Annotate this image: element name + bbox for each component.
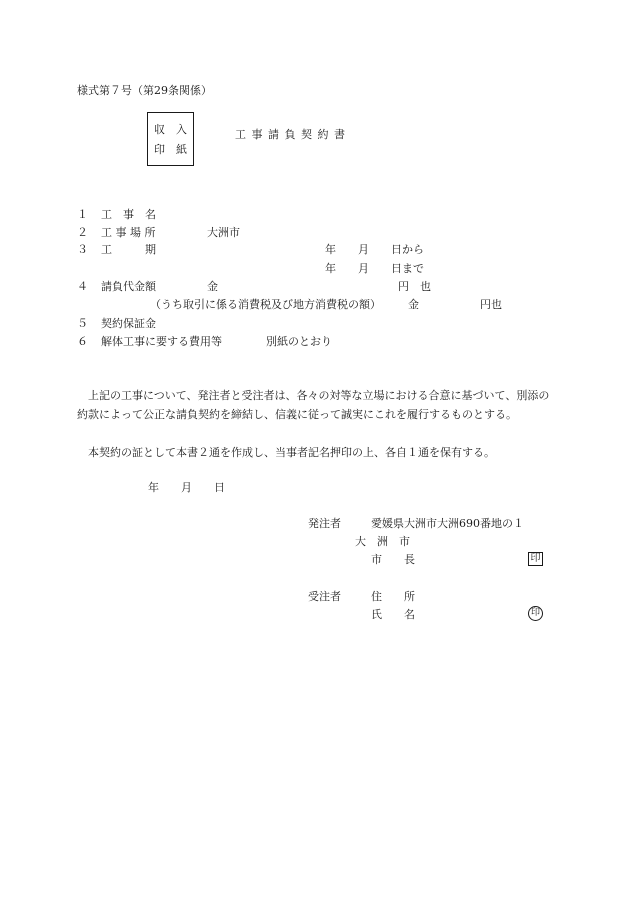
body-paragraph-2: 本契約の証として本書２通を作成し、当事者記名押印の上、各自１通を保有する。	[88, 446, 495, 459]
item-2-label: 工 事 場 所	[101, 226, 156, 239]
tax-yen: 円也	[480, 298, 502, 311]
item-3-number: ３	[77, 243, 88, 256]
item-2-number: ２	[77, 226, 88, 239]
seal-circle-icon: 印	[528, 606, 543, 621]
item-4-kin: 金	[207, 280, 218, 293]
item-6-label: 解体工事に要する費用等	[101, 335, 222, 348]
orderer-name: 大 洲 市	[355, 535, 410, 548]
contract-date: 年 月 日	[148, 481, 225, 494]
period-from: 年 月 日から	[325, 243, 424, 256]
orderer-label: 発注者	[308, 517, 341, 530]
item-5-label: 契約保証金	[101, 317, 156, 330]
form-number: 様式第７号（第29条関係）	[77, 84, 212, 97]
item-6-number: ６	[77, 335, 88, 348]
body-paragraph-1: 上記の工事について、発注者と受注者は、各々の対等な立場における合意に基づいて、別添の約款によって公正な請負契約を締結し、信義に従って誠実にこれを履行するものとする。	[77, 389, 550, 421]
item-1-number: １	[77, 208, 88, 221]
period-to: 年 月 日まで	[325, 262, 424, 275]
stamp-label-line1: 収 入	[154, 123, 187, 136]
orderer-title: 市 長	[371, 553, 415, 566]
revenue-stamp-box	[147, 112, 194, 166]
tax-note: （うち取引に係る消費税及び地方消費税の額）	[150, 298, 381, 311]
seal-square-icon: 印	[528, 552, 543, 566]
item-1-label: 工 事 名	[101, 208, 156, 221]
item-4-number: ４	[77, 280, 88, 293]
contractor-label: 受注者	[308, 590, 341, 603]
contractor-name-label: 氏 名	[371, 608, 415, 621]
contractor-address-label: 住 所	[371, 590, 415, 603]
item-3-label: 工 期	[101, 243, 156, 256]
item-4-yen: 円 也	[398, 280, 431, 293]
document-title: 工 事 請 負 契 約 書	[235, 128, 346, 141]
item-2-value: 大洲市	[207, 226, 240, 239]
item-5-number: ５	[77, 317, 88, 330]
tax-kin: 金	[408, 298, 419, 311]
orderer-address: 愛媛県大洲市大洲690番地の１	[371, 517, 524, 530]
stamp-label-line2: 印 紙	[154, 143, 187, 156]
item-6-value: 別紙のとおり	[266, 335, 332, 348]
item-4-label: 請負代金額	[101, 280, 156, 293]
